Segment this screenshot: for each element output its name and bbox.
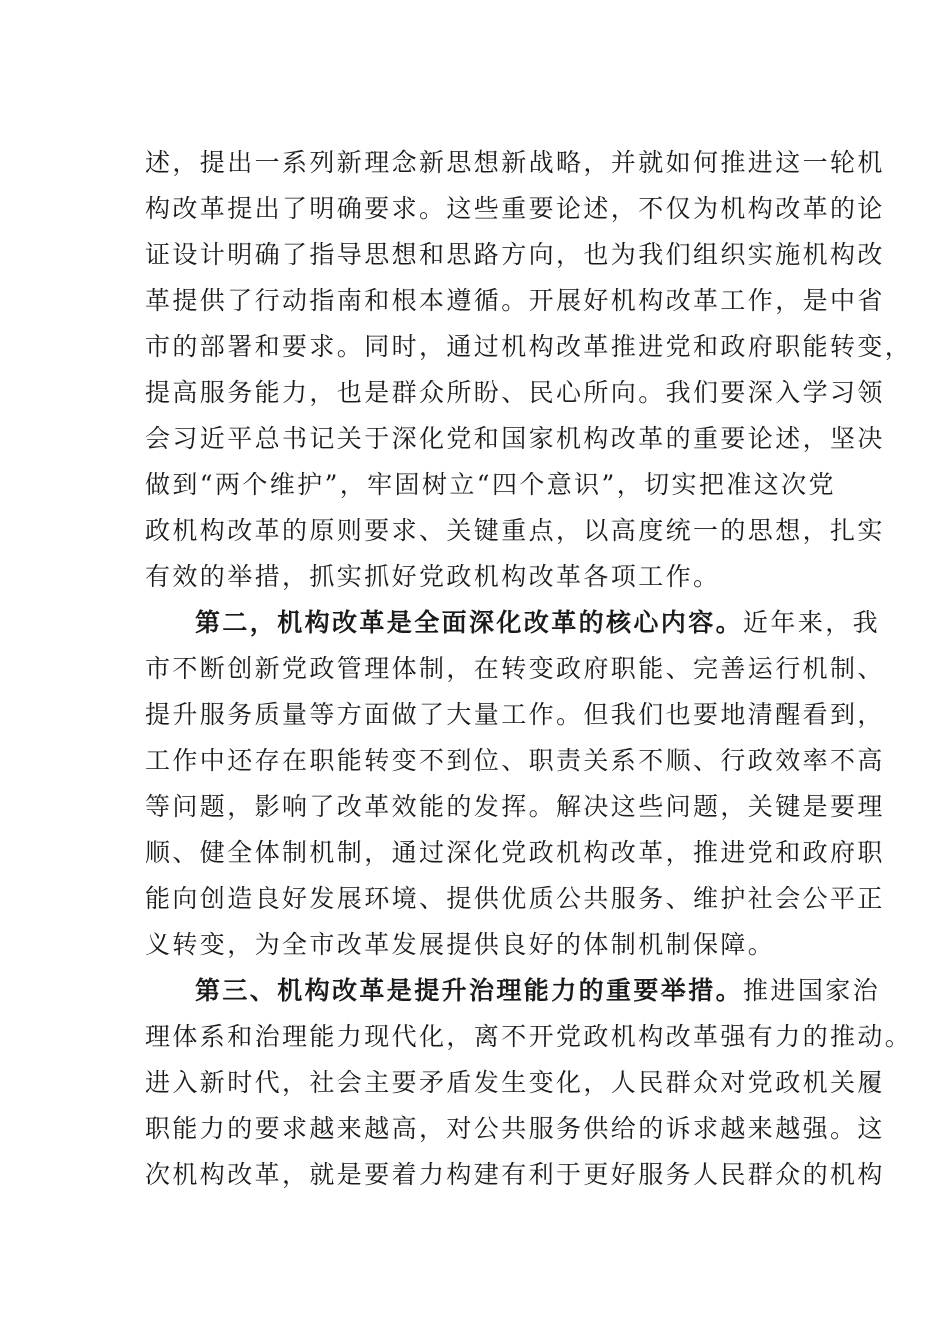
section-heading: 第二，机构改革是全面深化改革的核心内容。 [195, 608, 744, 637]
text-line: 有效的举措，抓实抓好党政机构改革各项工作。 [145, 562, 721, 591]
text-line: 顺、健全体制机制，通过深化党政机构改革，推进党和政府职 [145, 838, 885, 867]
text-line: 证设计明确了指导思想和思路方向，也为我们组织实施机构改 [145, 240, 885, 269]
text-line: 职能力的要求越来越高，对公共服务供给的诉求越来越强。这 [145, 1114, 885, 1143]
text-line: 义转变，为全市改革发展提供良好的体制机制保障。 [145, 930, 776, 959]
text-line: 市不断创新党政管理体制，在转变政府职能、完善运行机制、 [145, 654, 885, 683]
text-line: 提升服务质量等方面做了大量工作。但我们也要地清醒看到， [145, 700, 885, 729]
text-line: 工作中还存在职能转变不到位、职责关系不顺、行政效率不高 [145, 746, 885, 775]
text-line: 述，提出一系列新理念新思想新战略，并就如何推进这一轮机 [145, 148, 885, 177]
text-line: 政机构改革的原则要求、关键重点，以高度统一的思想，扎实 [145, 516, 885, 545]
text-line: 市的部署和要求。同时，通过机构改革推进党和政府职能转变， [145, 332, 913, 361]
paragraph-2 [145, 600, 885, 968]
text-line: 进入新时代，社会主要矛盾发生变化，人民群众对党政机关履 [145, 1068, 885, 1097]
text-line: 会习近平总书记关于深化党和国家机构改革的重要论述，坚决 [145, 424, 885, 453]
text-line: 构改革提出了明确要求。这些重要论述，不仅为机构改革的论 [145, 194, 885, 223]
paragraph-first-line [145, 968, 881, 1014]
text-run: 近年来，我 [743, 608, 881, 637]
text-line: 革提供了行动指南和根本遵循。开展好机构改革工作，是中省 [145, 286, 885, 315]
text-line: 等问题，影响了改革效能的发挥。解决这些问题，关键是要理 [145, 792, 885, 821]
text-line: 提高服务能力，也是群众所盼、民心所向。我们要深入学习领 [145, 378, 885, 407]
paragraph-first-line [145, 600, 881, 646]
section-heading: 第三、机构改革是提升治理能力的重要举措。 [195, 976, 744, 1005]
text-line: 能向创造良好发展环境、提供优质公共服务、维护社会公平正 [145, 884, 885, 913]
text-run: 推进国家治 [743, 976, 881, 1005]
text-line: 理体系和治理能力现代化，离不开党政机构改革强有力的推动。 [145, 1022, 913, 1051]
paragraph-1 [145, 140, 913, 600]
paragraph-3 [145, 968, 913, 1198]
body-text [145, 140, 913, 1198]
text-line: 做到“两个维护”，牢固树立“四个意识”，切实把准这次党 [145, 470, 836, 499]
text-line: 次机构改革，就是要着力构建有利于更好服务人民群众的机构 [145, 1160, 885, 1189]
